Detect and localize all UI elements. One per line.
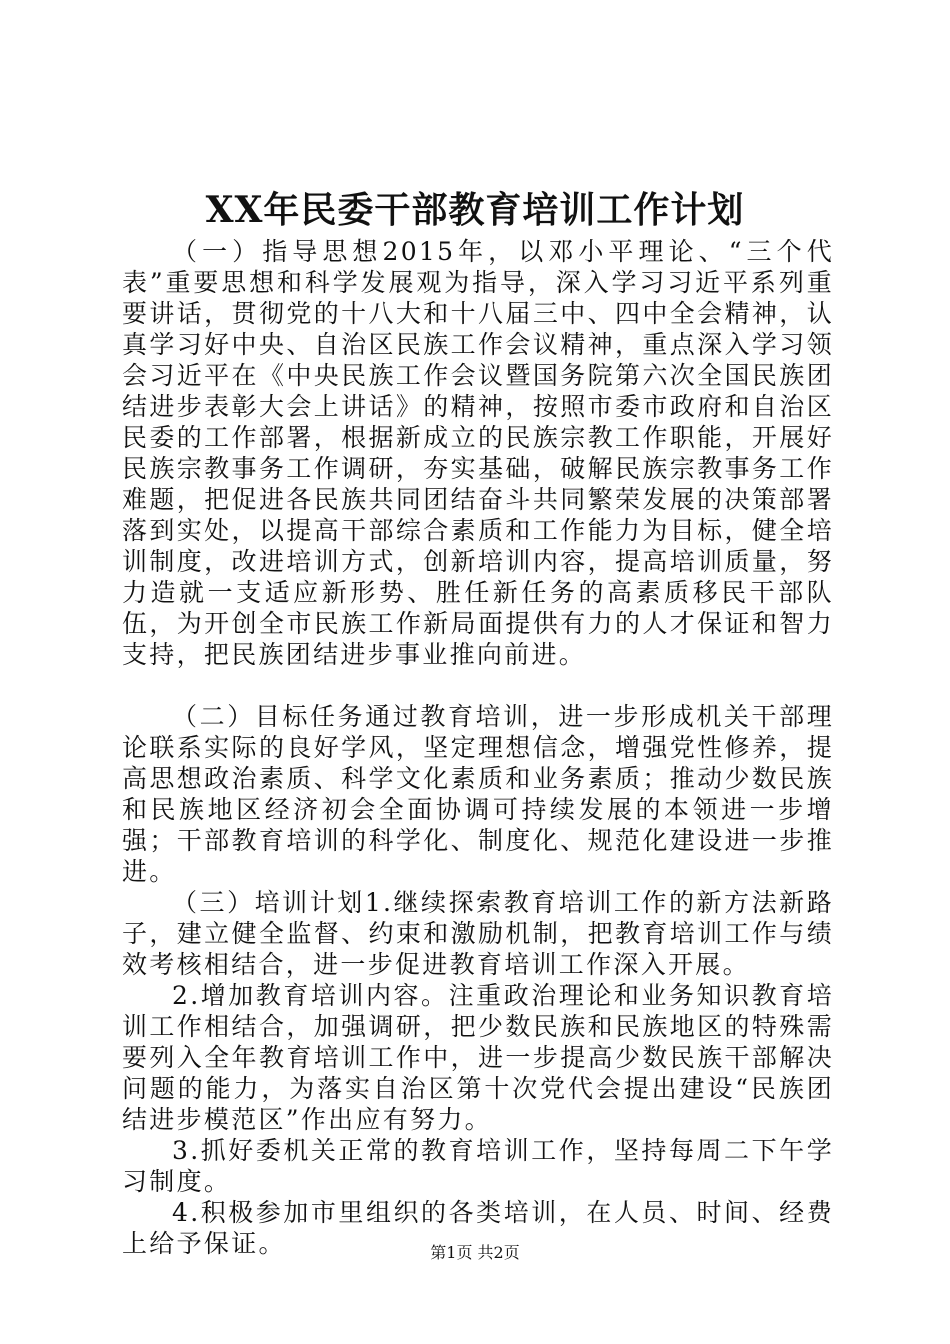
page-footer: 第1页 共2页 — [430, 1243, 520, 1262]
paragraph-item-2: 2.增加教育培训内容。注重政治理论和业务知识教育培训工作相结合，加强调研，把少数民族和民族地区的特殊需要列入全年教育培训工作中，进一步提高少数民族干部解决问题的能力，为落实自治区第十次党代会提出建设“民族团结进步模范区”作出应有努力。 — [122, 981, 834, 1134]
document-body — [122, 236, 834, 1259]
paragraph-guiding-ideology: （一）指导思想2015年，以邓小平理论、“三个代表”重要思想和科学发展观为指导，深入学习习近平系列重要讲话，贯彻党的十八大和十八届三中、四中全会精神，认真学习好中央、自治区民族工作会议精神，重点深入学习领会习近平在《中央民族工作会议暨国务院第六次全国民族团结进步表彰大会上讲话》的精神，按照市委市政府和自治区民委的工作部署，根据新成立的民族宗教工作职能，开展好民族宗教事务工作调研，夯实基础，破解民族宗教事务工作难题，把促进各民族共同团结奋斗共同繁荣发展的决策部署落到实处，以提高干部综合素质和工作能力为目标，健全培训制度，改进培训方式，创新培训内容，提高培训质量，努力造就一支适应新形势、胜任新任务的高素质移民干部队伍，为开创全市民族工作新局面提供有力的人才保证和智力支持，把民族团结进步事业推向前进。 — [122, 237, 834, 669]
document-title: XX年民委干部教育培训工作计划 — [205, 189, 745, 231]
paragraph-item-3: 3.抓好委机关正常的教育培训工作，坚持每周二下午学习制度。 — [122, 1136, 834, 1196]
paragraph-item-4: 4.积极参加市里组织的各类培训，在人员、时间、经费上给予保证。 — [122, 1198, 834, 1258]
paragraph-goals-tasks: （二）目标任务通过教育培训，进一步形成机关干部理论联系实际的良好学风，坚定理想信念，增强党性修养，提高思想政治素质、科学文化素质和业务素质；推动少数民族和民族地区经济初会全面协调可持续发展的本领进一步增强；干部教育培训的科学化、制度化、规范化建设进一步推进。 — [122, 702, 834, 886]
paragraph-training-plan: （三）培训计划1.继续探索教育培训工作的新方法新路子，建立健全监督、约束和激励机制，把教育培训工作与绩效考核相结合，进一步促进教育培训工作深入开展。 — [122, 888, 834, 979]
